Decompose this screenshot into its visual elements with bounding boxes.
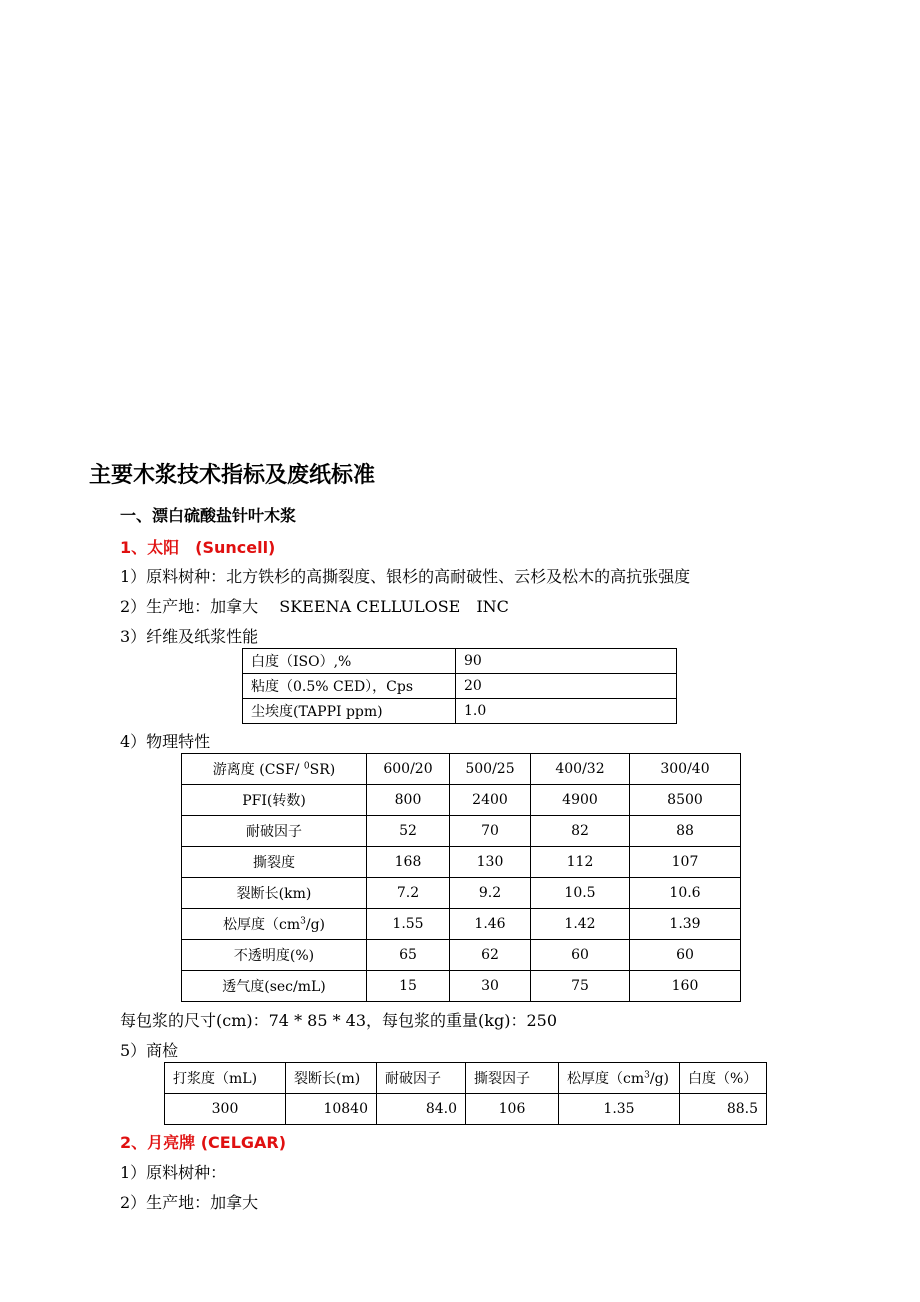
- table-header-cell: 打浆度（mL): [165, 1063, 286, 1094]
- table-cell: 90: [456, 649, 677, 674]
- table-row: [182, 785, 741, 816]
- row-label: PFI(转数): [182, 785, 367, 816]
- table-cell: 60: [630, 940, 741, 971]
- row-label: 透气度(sec/mL): [182, 971, 367, 1002]
- table-cell: 10.5: [531, 878, 630, 909]
- table-row: [165, 1094, 767, 1125]
- table-cell: 1.46: [450, 909, 531, 940]
- row-label: 耐破因子: [182, 816, 367, 847]
- brand-heading-celgar: 2、月亮牌 (CELGAR): [120, 1133, 287, 1152]
- table-cell: 75: [531, 971, 630, 1002]
- table-cell: 62: [450, 940, 531, 971]
- table-header-cell: 游离度 (CSF/ $^0$SR): [182, 754, 367, 785]
- table-cell: 130: [450, 847, 531, 878]
- inspection-line: 5）商检: [120, 1041, 179, 1060]
- table-cell: 300: [165, 1094, 286, 1125]
- table-cell: 10.6: [630, 878, 741, 909]
- table-cell: 8500: [630, 785, 741, 816]
- table-cell: 15: [367, 971, 450, 1002]
- table-header-cell: 600/20: [367, 754, 450, 785]
- table-header-row: [165, 1063, 767, 1094]
- table-cell: 1.35: [559, 1094, 680, 1125]
- table-cell: 800: [367, 785, 450, 816]
- origin-line-2: 2）生产地：加拿大: [120, 1193, 259, 1212]
- section-heading: 一、漂白硫酸盐针叶木浆: [120, 506, 297, 525]
- table-cell: 4900: [531, 785, 630, 816]
- table-cell: 70: [450, 816, 531, 847]
- table-cell: 84.0: [377, 1094, 466, 1125]
- table-cell: 9.2: [450, 878, 531, 909]
- table-header-cell: 400/32: [531, 754, 630, 785]
- table-cell: 1.55: [367, 909, 450, 940]
- table-cell: 52: [367, 816, 450, 847]
- table-row: [182, 971, 741, 1002]
- inspection-table: [164, 1062, 767, 1125]
- table-row: [182, 816, 741, 847]
- table-header-cell: 松厚度$(cm^3/g)$: [559, 1063, 680, 1094]
- table-cell: 168: [367, 847, 450, 878]
- table-cell: 7.2: [367, 878, 450, 909]
- table-cell: 1.0: [456, 699, 677, 724]
- table-row: [182, 909, 741, 940]
- fiber-table: [242, 648, 677, 724]
- table-row: [182, 878, 741, 909]
- table-cell: 粘度（0.5% CED），Cps: [243, 674, 456, 699]
- table-header-cell: 撕裂因子: [466, 1063, 559, 1094]
- table-cell: 1.42: [531, 909, 630, 940]
- table-cell: 30: [450, 971, 531, 1002]
- table-cell: 160: [630, 971, 741, 1002]
- table-header-cell: 裂断长(m): [286, 1063, 377, 1094]
- origin-line: 2）生产地：加拿大 SKEENA CELLULOSE INC: [120, 597, 509, 616]
- table-cell: 88: [630, 816, 741, 847]
- table-header-cell: 白度（%）: [680, 1063, 767, 1094]
- bale-info-line: 每包浆的尺寸(cm)：74 * 85 * 43，每包浆的重量(kg)：250: [120, 1011, 558, 1030]
- table-header-cell: 耐破因子: [377, 1063, 466, 1094]
- table-row: [243, 649, 677, 674]
- table-cell: 106: [466, 1094, 559, 1125]
- table-cell: 10840: [286, 1094, 377, 1125]
- table-cell: 82: [531, 816, 630, 847]
- raw-material-line-2: 1）原料树种：: [120, 1163, 227, 1182]
- table-header-cell: 500/25: [450, 754, 531, 785]
- brand-heading-suncell: 1、太阳 (Suncell): [120, 538, 276, 557]
- table-row: [243, 699, 677, 724]
- row-label: 不透明度(%): [182, 940, 367, 971]
- table-cell: 2400: [450, 785, 531, 816]
- table-cell: 65: [367, 940, 450, 971]
- raw-material-line: 1）原料树种：北方铁杉的高撕裂度、银杉的高耐破性、云杉及松木的高抗张强度: [120, 567, 691, 586]
- table-cell: 88.5: [680, 1094, 767, 1125]
- table-row: [182, 940, 741, 971]
- table-cell: 20: [456, 674, 677, 699]
- table-row: [182, 847, 741, 878]
- table-cell: 尘埃度(TAPPI ppm): [243, 699, 456, 724]
- table-cell: 112: [531, 847, 630, 878]
- row-label: 松厚度$(cm^3/g)$: [182, 909, 367, 940]
- table-header-cell: 300/40: [630, 754, 741, 785]
- physical-table: [181, 753, 741, 1002]
- table-cell: 1.39: [630, 909, 741, 940]
- fiber-properties-line: 3）纤维及纸浆性能: [120, 627, 259, 646]
- table-cell: 60: [531, 940, 630, 971]
- page-title: 主要木浆技术指标及废纸标准: [89, 463, 376, 488]
- table-header-row: [182, 754, 741, 785]
- physical-properties-line: 4）物理特性: [120, 732, 211, 751]
- table-cell: 白度（ISO）,%: [243, 649, 456, 674]
- table-row: [243, 674, 677, 699]
- row-label: 裂断长(km): [182, 878, 367, 909]
- row-label: 撕裂度: [182, 847, 367, 878]
- table-cell: 107: [630, 847, 741, 878]
